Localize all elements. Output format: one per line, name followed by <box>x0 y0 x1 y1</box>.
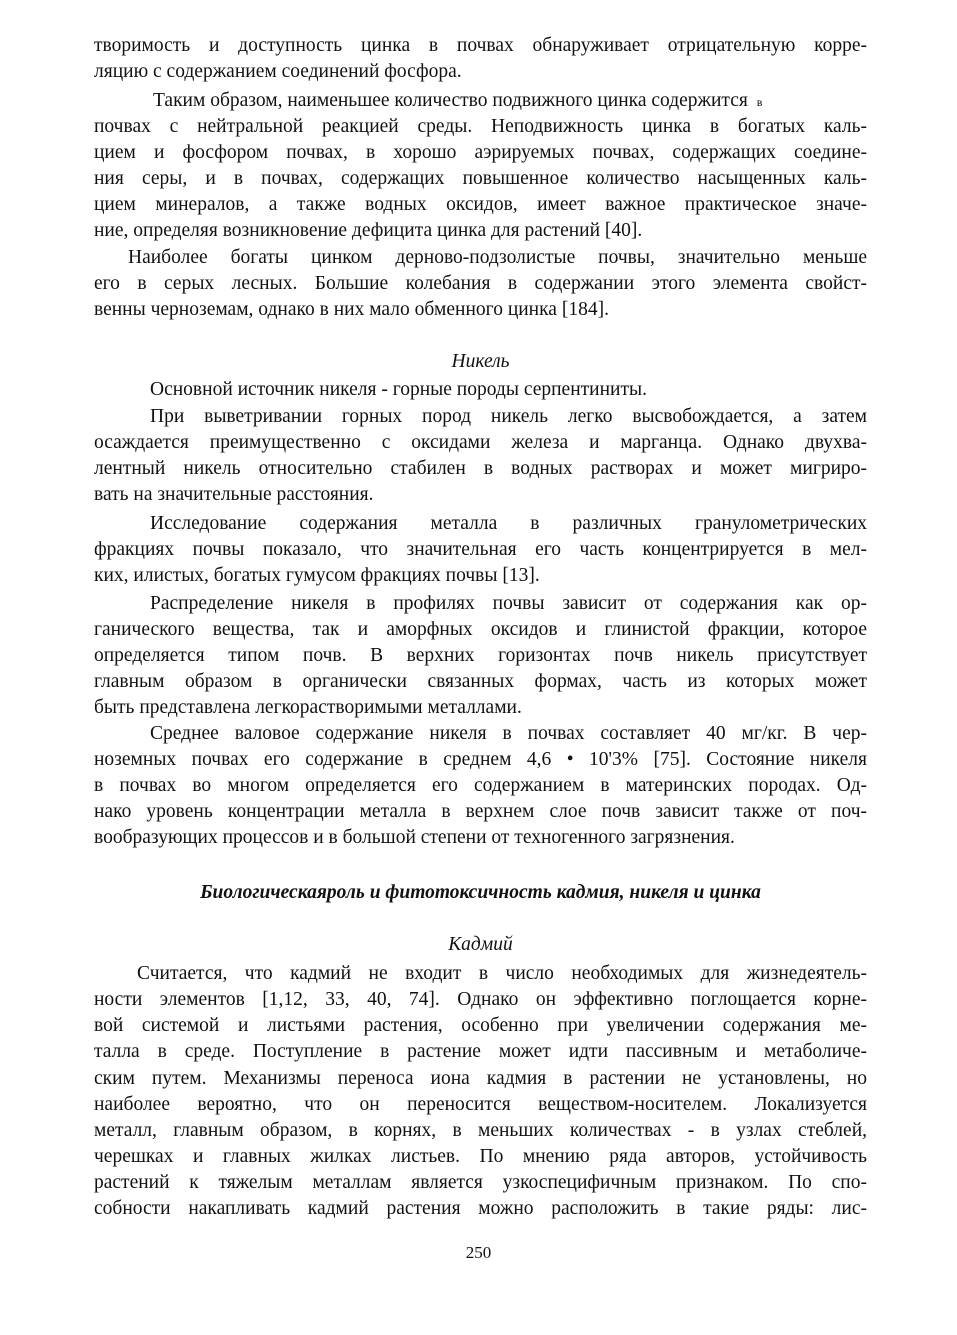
text-line: черешках и главных жилках листьев. По мнению ряда авторов, устойчивость <box>94 1146 867 1167</box>
text-line: вой системой и листьями растения, особенно при увеличении содержания ме- <box>94 1015 867 1036</box>
text-line: наиболее вероятно, что он переносится веществом-носителем. Локализуется <box>94 1094 867 1115</box>
text-line: определяется типом почв. В верхних горизонтах почв никель присутствует <box>94 645 867 666</box>
text-line: талла в среде. Поступление в растение может идти пассивным и метаболиче- <box>94 1041 867 1062</box>
text-line: Наиболее богаты цинком дерново-подзолистые почвы, значительно меньше <box>128 247 867 268</box>
text-line: ние, определяя возникновение дефицита цинка для растений [40]. <box>94 220 643 241</box>
text-line: Среднее валовое содержание никеля в почвах составляет 40 мг/кг. В чер- <box>150 723 867 744</box>
text-line: быть представлена легкорастворимыми металлами. <box>94 697 522 718</box>
text-line: Основной источник никеля - горные породы серпентиниты. <box>150 379 647 400</box>
text-line: Исследование содержания металла в различных гранулометрических <box>150 513 867 534</box>
text-line: его в серых лесных. Большие колебания в содержании этого элемента свойст- <box>94 273 867 294</box>
text-line: цием и фосфором почвах, в хорошо аэрируемых почвах, содержащих соедине- <box>94 142 867 163</box>
text-line: Распределение никеля в профилях почвы зависит от содержания как ор- <box>150 593 867 614</box>
text-line: собности накапливать кадмий растения можно расположить в такие ряды: лис- <box>94 1198 867 1219</box>
text-line: главным образом в органически связанных формах, часть из которых может <box>94 671 867 692</box>
text-line: творимость и доступность цинка в почвах обнаруживает отрицательную корре- <box>94 35 867 56</box>
text-line <box>153 88 867 115</box>
text-line: венны черноземам, однако в них мало обменного цинка [184]. <box>94 299 609 320</box>
text-line: цием минералов, а также водных оксидов, имеет важное практическое значе- <box>94 194 867 215</box>
section-heading-cadmium: Кадмий <box>448 934 513 955</box>
text-line: ганического вещества, так и аморфных оксидов и глинистой фракции, которое <box>94 619 867 640</box>
text-line: почвах с нейтральной реакцией среды. Неподвижность цинка в богатых каль- <box>94 116 867 137</box>
text-line: ским путем. Механизмы переноса иона кадмия в растении не установлены, но <box>94 1068 867 1089</box>
text-line: нако уровень концентрации металла в верхнем слое почв зависит также от поч- <box>94 801 867 822</box>
section-heading-biological-role: Биологическаяроль и фитотоксичность кадмия, никеля и цинка <box>200 882 761 903</box>
text-line: вать на значительные расстояния. <box>94 484 374 505</box>
text-line: ноземных почвах его содержание в среднем 4,6 • 10'3% [75]. Состояние никеля <box>94 749 867 770</box>
text-line: ния серы, и в почвах, содержащих повышенное количество насыщенных каль- <box>94 168 867 189</box>
text-line: металл, главным образом, в корнях, в меньших количествах - в узлах стеблей, <box>94 1120 867 1141</box>
section-heading-nickel: Никель <box>451 351 510 372</box>
page-number: 250 <box>465 1243 492 1262</box>
text-line: ности элементов [1,12, 33, 40, 74]. Однако он эффективно поглощается корне- <box>94 989 867 1010</box>
text-line: лентный никель относительно стабилен в водных растворах и может мигриро- <box>94 458 867 479</box>
text-line: фракциях почвы показало, что значительная его часть концентрируется в мел- <box>94 539 867 560</box>
text-line: вообразующих процессов и в большой степени от техногенного загрязнения. <box>94 827 735 848</box>
text-line: растений к тяжелым металлам является узкоспецифичным признаком. По спо- <box>94 1172 867 1193</box>
text-fragment: Таким образом, наименьшее количество подвижного цинка содержится <box>153 90 748 111</box>
text-line: в почвах во многом определяется его содержанием в материнских породах. Од- <box>94 775 867 796</box>
text-line: осаждается преимущественно с оксидами железа и марганца. Однако двухва- <box>94 432 867 453</box>
text-line: При выветривании горных пород никель легко высвобождается, а затем <box>150 406 867 427</box>
text-line: ких, илистых, богатых гумусом фракциях почвы [13]. <box>94 565 540 586</box>
text-line: ляцию с содержанием соединений фосфора. <box>94 61 462 82</box>
text-line: Считается, что кадмий не входит в число необходимых для жизнедеятель- <box>137 963 867 984</box>
text-fragment: в <box>756 95 763 109</box>
